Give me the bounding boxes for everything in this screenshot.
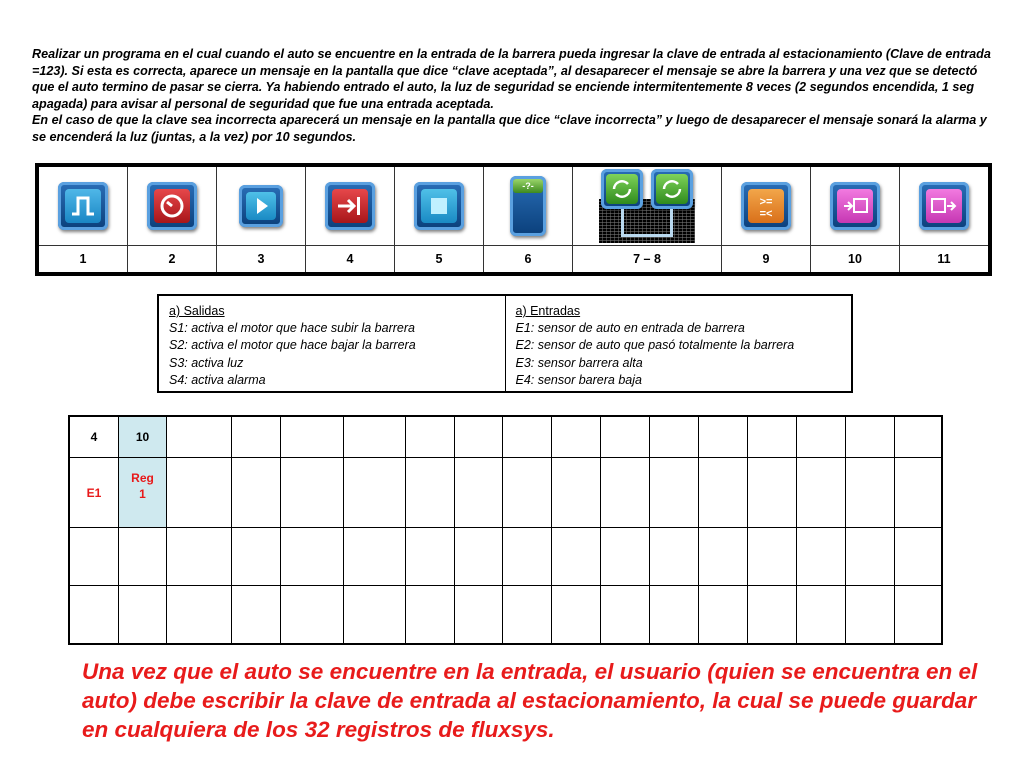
entrada-line: E2: sensor de auto que pasó totalmente la barrera (515, 338, 795, 353)
salida-line: S2: activa el motor que hace bajar la barrera (169, 338, 416, 353)
grid-cell-input: E1 (69, 458, 119, 528)
grid-cell (69, 586, 119, 645)
grid-cell (455, 528, 503, 586)
grid-cell (895, 586, 943, 645)
icon-cell-1 (37, 165, 128, 246)
grid-cell (232, 586, 281, 645)
instructions-paragraph-1: Realizar un programa en el cual cuando el auto se encuentre en la entrada de la barrera pueda ingresar la clave de entrada al estacionamiento (Clave de entrada =123). Si esta es correcta, aparece un mensaje en la pantalla que dice “clave aceptada”, al desaparecer el mensaje se abre la barrera y una vez que se detectó que el auto termino de pasar se cierra. Ya habiendo entrado el auto, la luz de seguridad se enciende intermitentemente 8 veces (2 segundos encendida, 1 seg apagada) para avisar al personal de seguridad que fue una entrada aceptada. (32, 47, 991, 111)
svg-text:=<: =< (759, 208, 773, 220)
grid-cell (406, 586, 455, 645)
timer-icon (147, 182, 197, 230)
icon-label-11: 11 (900, 246, 991, 275)
icon-cell-5 (395, 165, 484, 246)
grid-cell (167, 586, 232, 645)
grid-cell (281, 586, 344, 645)
grid-cell (281, 458, 344, 528)
grid-cell (406, 416, 455, 458)
grid-cell (797, 586, 846, 645)
grid-cell (503, 528, 552, 586)
entrada-line: E3: sensor barrera alta (515, 355, 643, 370)
grid-cell (503, 458, 552, 528)
grid-cell (846, 586, 895, 645)
loop-start-icon (601, 169, 643, 209)
entradas-title: a) Entradas (515, 304, 581, 318)
grid-cell (699, 416, 748, 458)
grid-cell (895, 458, 943, 528)
grid-cell (281, 528, 344, 586)
grid-cell (344, 458, 406, 528)
start-icon (239, 185, 283, 227)
icon-label-3: 3 (217, 246, 306, 275)
grid-cell (281, 416, 344, 458)
grid-cell-instruction: 10 (119, 416, 167, 458)
grid-cell (895, 528, 943, 586)
grid-cell (895, 416, 943, 458)
grid-cell (797, 458, 846, 528)
grid-cell (406, 528, 455, 586)
icon-label-6: 6 (484, 246, 573, 275)
grid-cell (748, 458, 797, 528)
icon-cell-7-8 (573, 165, 722, 246)
grid-cell (601, 528, 650, 586)
grid-cell (455, 416, 503, 458)
grid-cell (344, 416, 406, 458)
grid-cell (699, 586, 748, 645)
grid-cell (119, 528, 167, 586)
salida-line: S1: activa el motor que hace subir la barrera (169, 321, 415, 336)
grid-cell (119, 586, 167, 645)
entradas-column (505, 296, 852, 391)
svg-text:>=: >= (759, 196, 773, 208)
icon-label-4: 4 (306, 246, 395, 275)
input-query-icon: -?- (510, 176, 546, 236)
grid-cell (552, 416, 601, 458)
icon-label-9: 9 (722, 246, 811, 275)
grid-cell (552, 458, 601, 528)
footer-note: Una vez que el auto se encuentre en la entrada, el usuario (quien se encuentra en el auto) debe escribir la clave de entrada al estacionamiento, la cual se puede guardar en cualquiera de los 32 registros de fluxsys. (82, 659, 978, 742)
icon-cell-2 (128, 165, 217, 246)
salida-line: S4: activa alarma (169, 372, 266, 387)
grid-cell (748, 586, 797, 645)
instructions-text (32, 46, 994, 146)
clear-message-icon (919, 182, 969, 230)
icon-cell-3 (217, 165, 306, 246)
stop-icon (414, 182, 464, 230)
grid-cell (846, 458, 895, 528)
grid-cell (748, 416, 797, 458)
entrada-line: E1: sensor de auto en entrada de barrera (515, 321, 745, 336)
grid-cell (455, 458, 503, 528)
grid-cell (167, 416, 232, 458)
grid-cell-instruction: 4 (69, 416, 119, 458)
grid-cell (455, 586, 503, 645)
register-number: 1 (139, 487, 146, 501)
salida-line: S3: activa luz (169, 355, 244, 370)
compare-icon (741, 182, 791, 230)
register-label: Reg (131, 471, 154, 485)
grid-cell (601, 458, 650, 528)
io-definitions-box (157, 294, 853, 393)
loop-connector (621, 209, 673, 237)
grid-cell (846, 528, 895, 586)
grid-cell (503, 416, 552, 458)
icon-label-1: 1 (37, 246, 128, 275)
icon-label-5: 5 (395, 246, 484, 275)
salidas-column (159, 296, 505, 391)
icon-cell-4 (306, 165, 395, 246)
grid-cell (167, 528, 232, 586)
entrada-line: E4: sensor barera baja (515, 372, 642, 387)
icon-legend-table (35, 163, 992, 276)
grid-cell (846, 416, 895, 458)
pulse-output-icon (58, 182, 108, 230)
grid-cell (167, 458, 232, 528)
grid-cell-register (119, 458, 167, 528)
grid-cell (503, 586, 552, 645)
icon-label-2: 2 (128, 246, 217, 275)
grid-cell (552, 528, 601, 586)
grid-cell (650, 586, 699, 645)
grid-cell (748, 528, 797, 586)
grid-cell (650, 528, 699, 586)
grid-cell (406, 458, 455, 528)
grid-cell (797, 416, 846, 458)
grid-cell (699, 458, 748, 528)
grid-cell (650, 416, 699, 458)
icon-cell-9 (722, 165, 811, 246)
instructions-paragraph-2: En el caso de que la clave sea incorrecta aparecerá un mensaje en la pantalla que dice “clave incorrecta” y luego de desaparecer el mensaje sonará la alarma y se encenderá la luz (juntas, a la vez) por 10 segundos. (32, 113, 987, 144)
grid-cell (552, 586, 601, 645)
grid-cell (797, 528, 846, 586)
icon-cell-10 (811, 165, 900, 246)
jump-icon (325, 182, 375, 230)
icon-label-7-8: 7 – 8 (573, 246, 722, 275)
grid-cell (650, 458, 699, 528)
grid-cell (699, 528, 748, 586)
grid-cell (232, 458, 281, 528)
grid-cell (232, 416, 281, 458)
display-message-icon (830, 182, 880, 230)
grid-cell (69, 528, 119, 586)
loop-icons (599, 169, 695, 243)
loop-end-icon (651, 169, 693, 209)
grid-cell (344, 528, 406, 586)
grid-cell (601, 416, 650, 458)
salidas-title: a) Salidas (169, 304, 225, 318)
grid-cell (344, 586, 406, 645)
icon-cell-6 (484, 165, 573, 246)
icon-label-10: 10 (811, 246, 900, 275)
grid-cell (232, 528, 281, 586)
grid-cell (601, 586, 650, 645)
program-grid (68, 415, 943, 645)
icon-cell-11 (900, 165, 991, 246)
